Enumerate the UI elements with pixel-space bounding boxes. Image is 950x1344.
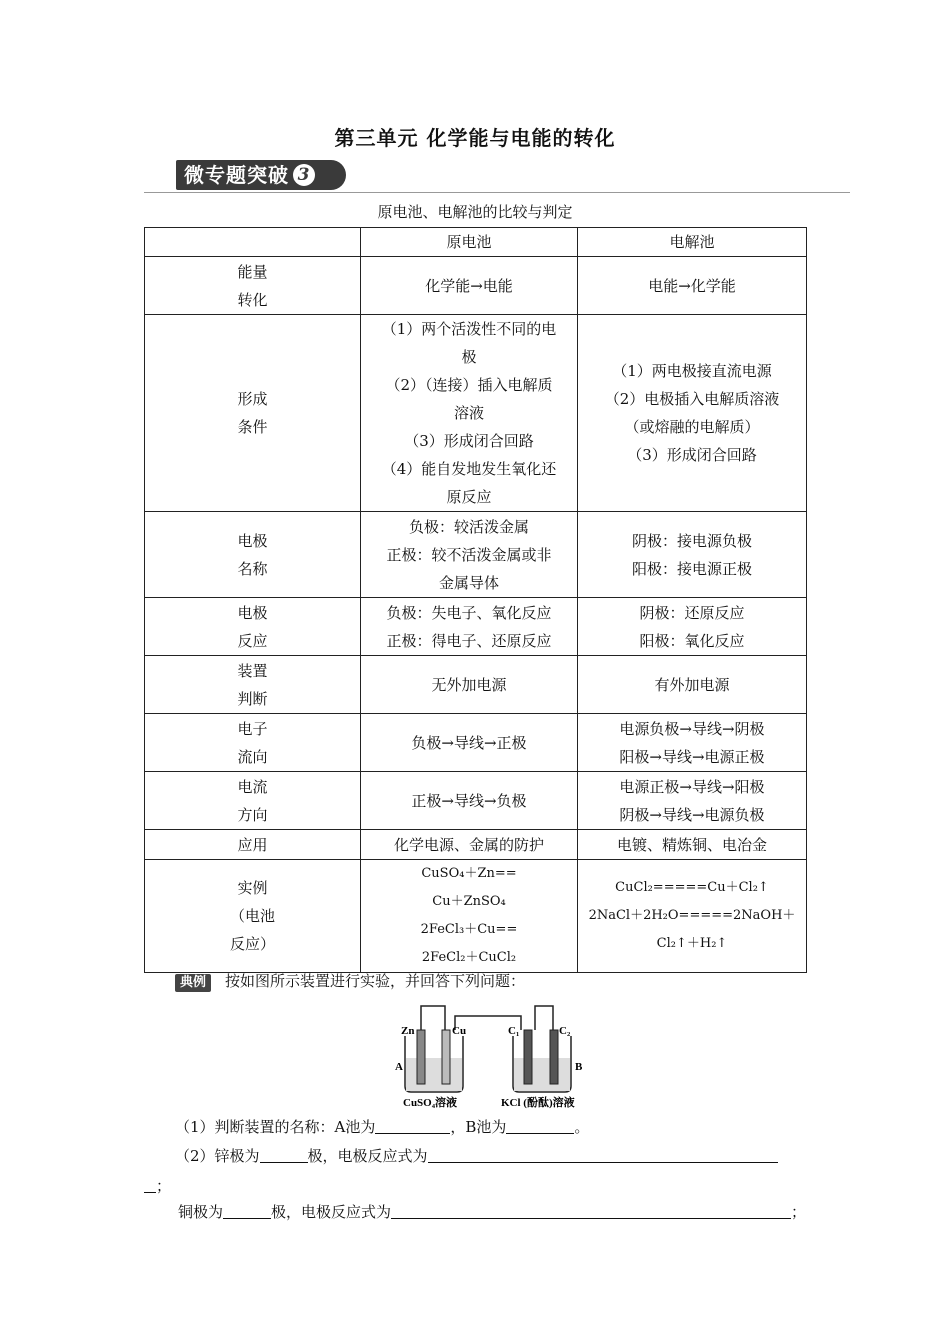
galvanic-cell-line: （3）形成闭合回路 [404,432,534,450]
apparatus-figure [395,1000,595,1112]
solution-a [406,1058,462,1091]
electrolytic-cell [578,512,807,598]
galvanic-example-cell-line: 2FeCl₃＋Cu== [420,922,518,937]
electrolytic-cell-line: （或熔融的电解质） [624,418,760,436]
label-b: B [575,1061,583,1073]
row-label-cell [145,772,361,830]
row-label-cell-line: 流向 [237,747,268,766]
comparison-table [144,227,807,973]
answer-blank-zn-pole[interactable] [260,1148,308,1163]
label-a: A [395,1061,403,1073]
table-caption: 原电池、电解池的比较与判定 [377,203,573,221]
electrolytic-example-cell-line: CuCl₂=====Cu＋Cl₂↑ [615,880,769,895]
row-label-cell-line: 电子 [237,719,268,738]
row-label-cell-line: 反应） [229,935,275,953]
row-label-cell [145,512,361,598]
electrolytic-cell [578,315,807,512]
q2-text-a: （2）锌极为 [175,1147,260,1165]
label-solution-b: KCl (酚酞)溶液 [501,1097,575,1109]
galvanic-cell-line: 正极：较不活泼金属或非 [386,545,552,564]
galvanic-cell-line: 正极→导线→负极 [411,791,527,810]
electrolytic-cell-line: 电源正极→导线→阳极 [619,777,765,796]
galvanic-example-cell-line: Cu＋ZnSO₄ [432,894,506,909]
galvanic-cell [361,512,578,598]
label-c1: C₁ [508,1025,520,1037]
row-label-cell-line: 应用 [237,835,268,854]
table-row [145,315,807,512]
q3-text-b: 极，电极反应式为 [271,1203,392,1221]
galvanic-example-cell [361,860,578,973]
solution-b [514,1058,570,1091]
answer-blank-zn-equation-cont[interactable] [144,1178,156,1193]
galvanic-cell-line: 负极：失电子、氧化反应 [386,603,552,622]
electrolytic-cell-line: 阳极：接电源正极 [631,559,752,578]
row-label-cell-line: 电极 [237,603,268,622]
galvanic-cell-line: 负极：较活泼金属 [408,517,529,536]
electrolytic-cell-line: 阴极：接电源负极 [631,531,752,550]
row-label-cell [145,257,361,315]
banner-text: 微专题突破 [184,163,289,187]
row-label-cell [145,860,361,973]
table-row [145,598,807,656]
example-text: 按如图所示装置进行实验，并回答下列问题： [225,972,526,990]
zn-electrode [417,1030,425,1084]
label-solution-a: CuSO₄溶液 [403,1097,458,1109]
galvanic-cell [361,598,578,656]
row-label-cell-line: 名称 [237,559,268,578]
electrolytic-example-cell-line: Cl₂↑＋H₂↑ [656,936,728,951]
row-label-cell [145,315,361,512]
electrolytic-cell-line: 阴极→导线→电源负极 [619,805,765,824]
answer-blank-zn-equation[interactable] [428,1148,778,1163]
label-cu: Cu [452,1025,467,1037]
electrolytic-example-cell [578,860,807,973]
row-label-cell-line: 条件 [237,418,268,436]
galvanic-cell-line: 极 [461,348,477,366]
q2-end: ； [156,1177,172,1195]
table-row [145,714,807,772]
electrolytic-cell-line: 有外加电源 [654,675,730,694]
electrolytic-example-cell-line: 2NaCl＋2H₂O=====2NaOH＋ [588,908,796,923]
row-label-cell-line: 判断 [237,689,268,708]
electrolytic-cell [578,830,807,860]
row-label-cell-line: 能量 [237,262,268,281]
electrolytic-cell-line: （2）电极插入电解质溶液 [604,390,780,408]
question-2 [175,1145,778,1166]
table-row [145,772,807,830]
galvanic-cell [361,772,578,830]
row-label-cell [145,830,361,860]
header-cell-electrolytic: 电解池 [578,228,807,257]
answer-blank-b-pool[interactable] [506,1119,574,1134]
page-title: 第三单元 化学能与电能的转化 [334,126,616,150]
table-row [145,512,807,598]
galvanic-cell-line: 原反应 [446,488,492,506]
galvanic-cell-line: 负极→导线→正极 [411,733,527,752]
row-label-cell-line: 形成 [237,390,268,408]
section-banner [176,160,346,190]
row-label-cell-line: 转化 [237,290,268,309]
electrolytic-cell-line: 电镀、精炼铜、电冶金 [616,835,767,854]
galvanic-cell-line: 溶液 [453,404,484,422]
electrolytic-cell-line: 阳极：氧化反应 [639,631,745,650]
row-label-cell-line: （电池 [229,907,275,925]
electrolytic-cell [578,257,807,315]
galvanic-cell-line: 化学能→电能 [425,276,513,295]
example-tag: 典例 [175,974,211,992]
galvanic-cell [361,714,578,772]
row-label-cell-line: 方向 [237,805,268,824]
cu-electrode [442,1030,450,1084]
q1-text-c: 。 [574,1118,590,1136]
wire-zn-c2 [535,1006,553,1030]
question-2-continued [144,1175,171,1196]
q1-text-a: （1）判断装置的名称：A池为 [175,1118,376,1136]
q3-text-a: 铜极为 [178,1203,224,1221]
banner-number-badge: 3 [293,164,315,186]
table-row [145,257,807,315]
row-label-cell [145,714,361,772]
q2-text-b: 极，电极反应式为 [307,1147,428,1165]
galvanic-example-cell-line: CuSO₄＋Zn== [421,866,517,881]
row-label-cell-line: 反应 [237,631,268,650]
question-3 [178,1201,806,1222]
c2-electrode [550,1030,558,1084]
galvanic-cell-line: 无外加电源 [431,675,507,694]
electrolytic-cell [578,598,807,656]
row-label-cell-line: 装置 [237,661,268,680]
galvanic-cell [361,315,578,512]
galvanic-cell-line: 化学电源、金属的防护 [393,835,544,854]
row-label-cell-line: 电极 [237,531,268,550]
row-label-cell-line: 实例 [237,879,268,897]
electrolytic-cell-line: 电源负极→导线→阴极 [619,719,765,738]
row-label-cell [145,656,361,714]
electrolytic-cell-line: 阳极→导线→电源正极 [619,747,765,766]
table-row [145,830,807,860]
galvanic-cell-line: 金属导体 [438,573,499,592]
row-label-cell-line: 电流 [237,777,268,796]
row-label-cell [145,598,361,656]
answer-blank-a-pool[interactable] [375,1119,450,1134]
electrolytic-cell [578,656,807,714]
example-heading [175,970,525,992]
table-row [145,656,807,714]
galvanic-cell [361,830,578,860]
galvanic-cell [361,257,578,315]
electrolytic-cell [578,772,807,830]
electrolytic-cell-line: （1）两电极接直流电源 [612,362,772,380]
header-cell-galvanic: 原电池 [361,228,578,257]
electrolytic-cell-line: 阴极：还原反应 [639,603,745,622]
answer-blank-cu-pole[interactable] [223,1204,271,1219]
label-c2: C₂ [559,1025,571,1037]
table-header-row [145,228,807,257]
galvanic-cell-line: （2）（连接）插入电解质 [385,376,553,394]
answer-blank-cu-equation[interactable] [391,1204,791,1219]
electrolytic-cell-line: （3）形成闭合回路 [627,446,757,464]
electrolytic-cell-line: 电能→化学能 [648,276,736,295]
q3-text-c: ； [791,1203,807,1221]
electrolytic-cell [578,714,807,772]
header-cell-empty [145,228,361,257]
question-1 [175,1116,589,1137]
label-zn: Zn [401,1025,415,1037]
galvanic-cell-line: （4）能自发地发生氧化还 [381,460,557,478]
table-row-example [145,860,807,973]
galvanic-cell-line: （1）两个活泼性不同的电 [381,320,557,338]
c1-electrode [524,1030,532,1084]
wire-zn-cu [421,1006,445,1030]
section-divider [144,192,850,193]
galvanic-cell [361,656,578,714]
q1-text-b: ，B池为 [450,1118,507,1136]
galvanic-cell-line: 正极：得电子、还原反应 [386,631,552,650]
galvanic-example-cell-line: 2FeCl₂＋CuCl₂ [421,950,517,965]
